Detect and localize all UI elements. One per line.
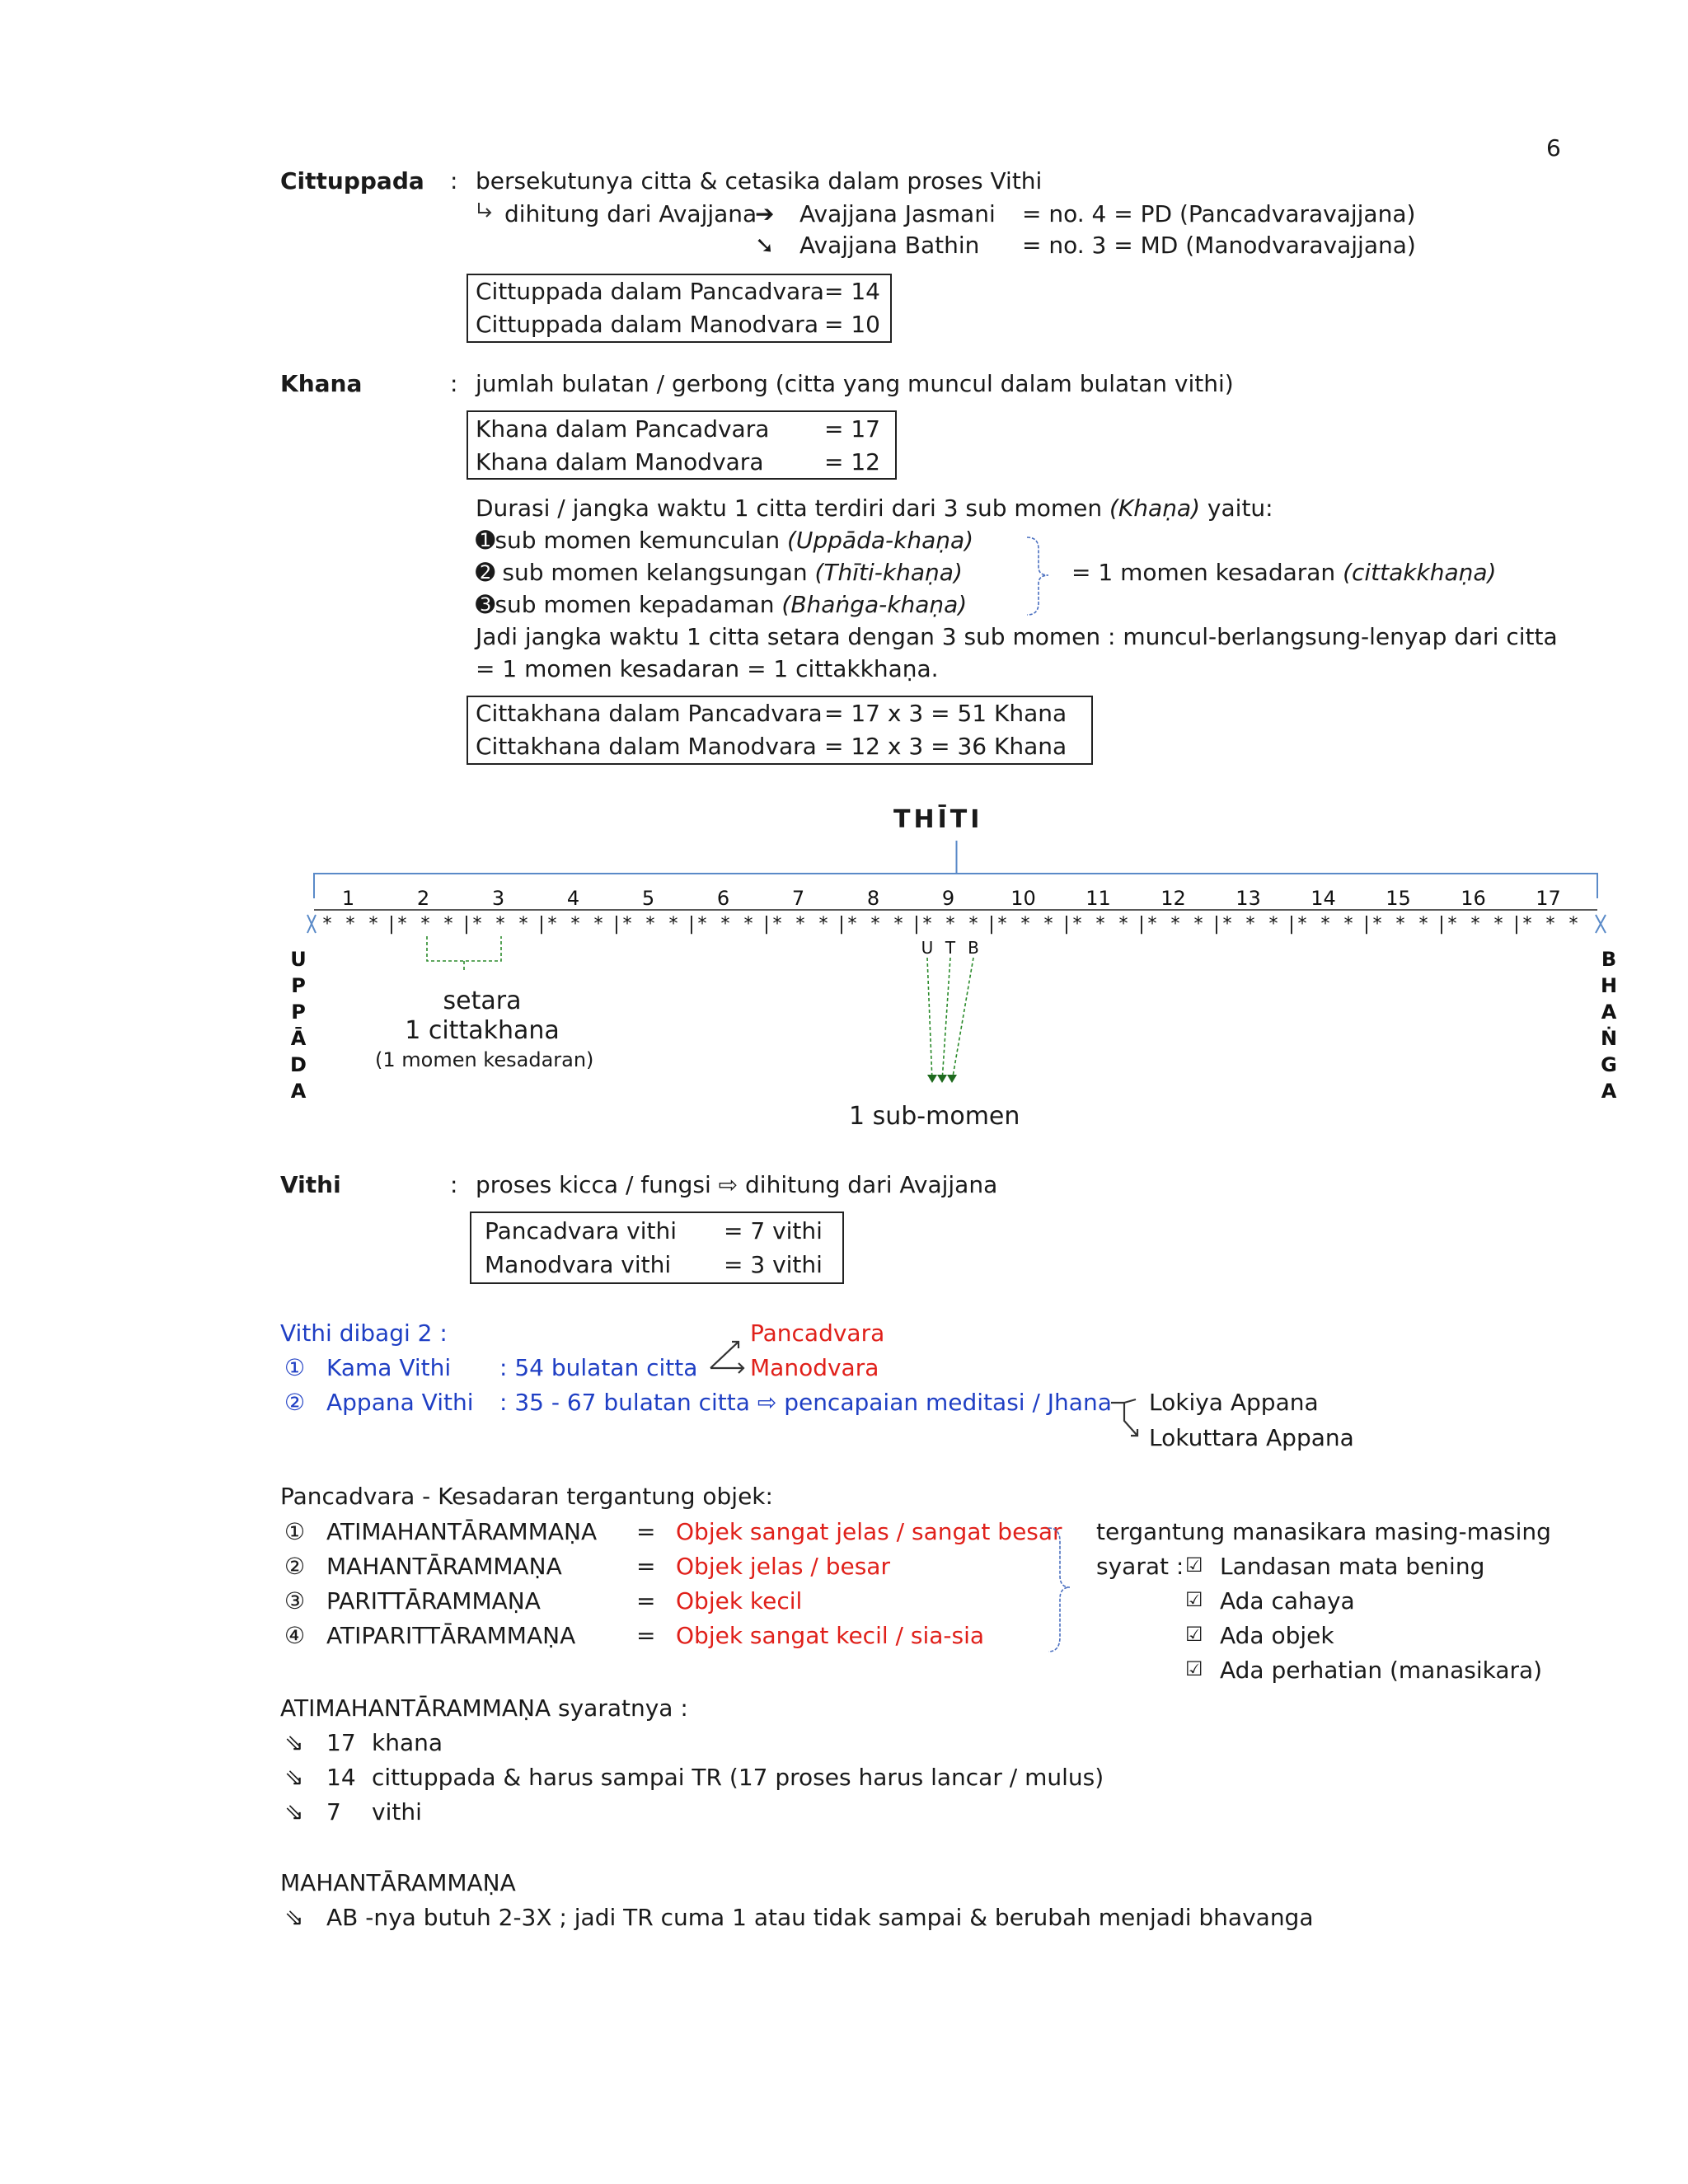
number-2-icon: ② (284, 1389, 306, 1416)
sub-moment-star: * (593, 914, 603, 935)
appana-vithi-label: Appana Vithi (326, 1389, 474, 1416)
sub-momen-label: 1 sub-momen (849, 1102, 1020, 1131)
manodvara-branch: Manodvara (750, 1354, 879, 1381)
checkbox-checked-icon: ☑ (1185, 1588, 1203, 1611)
bullet-arrow-icon: ⇘ (284, 1729, 304, 1756)
utb-label: U (921, 938, 934, 958)
avajjana-bathin-value: = no. 3 = MD (Manodvaravajjana) (1022, 232, 1416, 259)
bhanga-letter: Ṅ (1600, 1027, 1618, 1050)
lokuttara-appana: Lokuttara Appana (1149, 1424, 1354, 1451)
requirement-number: 17 (326, 1729, 356, 1756)
sub-moment-star: * (1118, 914, 1128, 935)
box-label: Cittakhana dalam Pancadvara (476, 700, 823, 727)
lokiya-appana: Lokiya Appana (1149, 1389, 1319, 1416)
sub-moment-star: * (1297, 914, 1307, 935)
sub-moment-star: * (1072, 914, 1082, 935)
sub-moment-star: * (1447, 914, 1457, 935)
sub-moment-star: * (1470, 914, 1480, 935)
sub-moment-star: * (1193, 914, 1203, 935)
sub-moment-star: * (945, 914, 955, 935)
sub-moment-star: * (1020, 914, 1030, 935)
uppada-letter: Ā (290, 1027, 307, 1050)
sub-moment-star: * (1343, 914, 1353, 935)
start-cross (307, 915, 316, 933)
requirement-number: 14 (326, 1764, 356, 1791)
kama-vithi-value: : 54 bulatan citta (499, 1354, 698, 1381)
sub-moment-star: * (1147, 914, 1157, 935)
khana-number: 4 (566, 887, 580, 910)
arammana-name: PARITTĀRAMMAṆA (326, 1587, 541, 1615)
sub-moment-star: * (1545, 914, 1555, 935)
cittuppada-term: Cittuppada (280, 167, 424, 194)
khana-number: 1 (341, 887, 355, 910)
box-label: Khana dalam Pancadvara (476, 415, 770, 443)
bhanga-letter: H (1600, 974, 1618, 997)
arammana-value: Objek sangat jelas / sangat besar (676, 1518, 1062, 1545)
khana-number: 10 (1010, 887, 1036, 910)
box-value: = 17 x 3 = 51 Khana (824, 700, 1067, 727)
khana-divider: | (988, 914, 995, 935)
sub-moment-star: * (1493, 914, 1503, 935)
box-value: = 7 vithi (724, 1217, 823, 1244)
sub-moment-2: ➋ sub momen kelangsungan (Thīti-khaṇa) (476, 559, 963, 586)
box-label: Cittakhana dalam Manodvara (476, 733, 817, 760)
checkbox-checked-icon: ☑ (1185, 1623, 1203, 1646)
pancadvara-branch: Pancadvara (750, 1319, 885, 1347)
sub-moment-star: * (697, 914, 707, 935)
number-1-icon: ① (284, 1354, 306, 1381)
khana-number: 11 (1085, 887, 1111, 910)
mahanta-title: MAHANTĀRAMMAṆA (280, 1869, 516, 1896)
kama-vithi-label: Kama Vithi (326, 1354, 452, 1381)
arrow-head-icon (937, 1075, 947, 1083)
jadi-line-1: Jadi jangka waktu 1 citta setara dengan 3 sub momen : muncul-berlangsung-lenyap dari citta (476, 623, 1558, 650)
right-arrow-icon: ➔ (755, 200, 775, 227)
khana-number: 5 (641, 887, 655, 910)
box-value: = 14 (824, 278, 880, 305)
sub-moment-star: * (1522, 914, 1532, 935)
utb-dotted-line (927, 958, 932, 1081)
circled-number-icon: ② (284, 1553, 306, 1580)
khana-number: 14 (1311, 887, 1336, 910)
sub-moment-star: * (495, 914, 505, 935)
sub-moment-star: * (368, 914, 378, 935)
sub-moment-star: * (847, 914, 857, 935)
bhanga-letter: B (1601, 948, 1617, 971)
pancadvara-title: Pancadvara - Kesadaran tergantung objek: (280, 1483, 773, 1510)
sub-moment-star: * (997, 914, 1007, 935)
box-label: Manodvara vithi (485, 1251, 672, 1278)
khana-divider: | (688, 914, 695, 935)
arammana-name: ATIMAHANTĀRAMMAṆA (326, 1518, 598, 1545)
khana-divider: | (538, 914, 545, 935)
atimahanta-title: ATIMAHANTĀRAMMAṆA syaratnya : (280, 1694, 688, 1722)
sub-moment-star: * (1222, 914, 1232, 935)
arammana-value: Objek kecil (676, 1587, 803, 1615)
brace-icon (1022, 534, 1055, 618)
sub-moment-star: * (645, 914, 655, 935)
khana-divider: | (1513, 914, 1520, 935)
khana-number: 6 (716, 887, 730, 910)
sub-moment-star: * (743, 914, 753, 935)
khana-divider: | (763, 914, 770, 935)
condition-item: Ada objek (1220, 1622, 1334, 1649)
vithi-definition: proses kicca / fungsi ⇨ dihitung dari Avajjana (476, 1171, 998, 1198)
sub-moment-star: * (1170, 914, 1180, 935)
circled-number-icon: ③ (284, 1587, 306, 1615)
khana-number: 12 (1160, 887, 1186, 910)
condition-item: Ada cahaya (1220, 1587, 1355, 1615)
box-value: = 17 (824, 415, 880, 443)
arammana-name: MAHANTĀRAMMAṆA (326, 1553, 562, 1580)
sub-moment-star: * (1418, 914, 1428, 935)
uppada-letter: D (290, 1053, 307, 1076)
utb-label: B (968, 938, 979, 958)
bhanga-letter: A (1601, 1080, 1617, 1103)
end-cross (1596, 915, 1606, 933)
box-label: Cittuppada dalam Manodvara (476, 311, 818, 338)
tergantung-text: tergantung manasikara masing-masing (1096, 1518, 1551, 1545)
avajjana-bathin: Avajjana Bathin (799, 232, 980, 259)
khana-divider: | (1213, 914, 1220, 935)
khana-divider: | (913, 914, 920, 935)
cittuppada-definition: bersekutunya citta & cetasika dalam proses Vithi (476, 167, 1043, 194)
khana-divider: | (463, 914, 470, 935)
box-value: = 3 vithi (724, 1251, 823, 1278)
sub-moment-star: * (1043, 914, 1053, 935)
condition-item: Landasan mata bening (1220, 1553, 1485, 1580)
durasi-line: Durasi / jangka waktu 1 citta terdiri dari 3 sub momen (Khaṇa) yaitu: (476, 494, 1273, 522)
condition-item: Ada perhatian (manasikara) (1220, 1657, 1543, 1684)
arrow-head-icon (947, 1075, 957, 1083)
brace-icon (1045, 1525, 1078, 1657)
sub-moment-star: * (1245, 914, 1255, 935)
sub-moment-star: * (345, 914, 355, 935)
box-label: Pancadvara vithi (485, 1217, 678, 1244)
branch-arrows-icon (707, 1333, 750, 1375)
khana-divider: | (1288, 914, 1295, 935)
arammana-value: Objek jelas / besar (676, 1553, 890, 1580)
khana-divider: | (1063, 914, 1070, 935)
uppada-letter: U (290, 948, 307, 971)
uppada-letter: P (291, 1001, 306, 1024)
khana-definition: jumlah bulatan / gerbong (citta yang muncul dalam bulatan vithi) (476, 370, 1234, 397)
requirement-number: 7 (326, 1798, 341, 1825)
requirement-text: vithi (372, 1798, 422, 1825)
syarat-label: syarat : (1096, 1553, 1184, 1580)
circled-number-icon: ④ (284, 1622, 306, 1649)
sub-moment-star: * (518, 914, 528, 935)
sub-moment-3: ➌sub momen kepadaman (Bhaṅga-khaṇa) (476, 591, 968, 618)
sub-moment-star: * (870, 914, 880, 935)
sub-moment-star: * (570, 914, 580, 935)
sub-moment-star: * (1568, 914, 1578, 935)
sub-moment-star: * (547, 914, 557, 935)
requirement-text: khana (372, 1729, 443, 1756)
sub-moment-star: * (397, 914, 407, 935)
jadi-line-2: = 1 momen kesadaran = 1 cittakkhaṇa. (476, 655, 939, 682)
sub-moment-star: * (1320, 914, 1330, 935)
down-right-arrow-icon: ➘ (755, 232, 775, 259)
sub-moment-star: * (968, 914, 978, 935)
sub-moment-star: * (1395, 914, 1405, 935)
thiti-label: THĪTI (893, 805, 983, 834)
sub-moment-star: * (420, 914, 430, 935)
requirement-text: cittuppada & harus sampai TR (17 proses harus lancar / mulus) (372, 1764, 1104, 1791)
khana-colon: : (450, 370, 458, 397)
arammana-name: ATIPARITTĀRAMMAṆA (326, 1622, 576, 1649)
brace-label: = 1 momen kesadaran (cittakkhaṇa) (1071, 559, 1497, 586)
uppada-letter: P (291, 974, 306, 997)
equals-sign: = (636, 1587, 656, 1615)
khana-divider: | (838, 914, 845, 935)
khana-number: 9 (941, 887, 955, 910)
sub-moment-star: * (1372, 914, 1382, 935)
sub-moment-star: * (472, 914, 482, 935)
equals-sign: = (636, 1622, 656, 1649)
zigzag-arrow-icon (1106, 1396, 1144, 1442)
arammana-value: Objek sangat kecil / sia-sia (676, 1622, 985, 1649)
return-arrow-icon (476, 201, 497, 223)
khana-divider: | (1363, 914, 1370, 935)
setara-bracket (427, 936, 501, 972)
sub-moment-star: * (1268, 914, 1278, 935)
box-label: Khana dalam Manodvara (476, 448, 764, 476)
vithi-dibagi-title: Vithi dibagi 2 : (280, 1319, 448, 1347)
appana-vithi-value: : 35 - 67 bulatan citta ⇨ pencapaian meditasi / Jhana (499, 1389, 1112, 1416)
vithi-colon: : (450, 1171, 458, 1198)
utb-dotted-line (952, 958, 973, 1081)
sub-moment-star: * (772, 914, 782, 935)
khana-divider: | (1138, 914, 1145, 935)
equals-sign: = (636, 1518, 656, 1545)
bullet-arrow-icon: ⇘ (284, 1904, 304, 1931)
cittuppada-colon: : (450, 167, 458, 194)
setara-cittakhana: 1 cittakhana (405, 1016, 560, 1045)
bullet-arrow-icon: ⇘ (284, 1764, 304, 1791)
utb-dotted-line (942, 958, 950, 1081)
sub-moment-star: * (893, 914, 903, 935)
khana-number: 13 (1236, 887, 1261, 910)
sub-moment-star: * (668, 914, 678, 935)
sub-moment-star: * (322, 914, 332, 935)
khana-term: Khana (280, 370, 363, 397)
khana-number: 3 (491, 887, 505, 910)
bullet-arrow-icon: ⇘ (284, 1798, 304, 1825)
circled-number-icon: ① (284, 1518, 306, 1545)
khana-divider: | (613, 914, 620, 935)
box-label: Cittuppada dalam Pancadvara (476, 278, 824, 305)
box-value: = 12 (824, 448, 880, 476)
sub-moment-star: * (1095, 914, 1105, 935)
khana-number: 7 (791, 887, 805, 910)
vithi-term: Vithi (280, 1171, 341, 1198)
avajjana-jasmani: Avajjana Jasmani (799, 200, 996, 227)
setara-label: setara (443, 987, 522, 1015)
khana-number: 15 (1386, 887, 1411, 910)
page-number: 6 (1546, 134, 1561, 162)
utb-label: T (945, 938, 956, 958)
setara-note: (1 momen kesadaran) (375, 1048, 594, 1071)
bhanga-letter: G (1601, 1053, 1617, 1076)
sub-moment-1: ➊sub momen kemunculan (Uppāda-khaṇa) (476, 527, 974, 554)
checkbox-checked-icon: ☑ (1185, 1554, 1203, 1577)
uppada-letter: A (290, 1080, 307, 1103)
khana-number: 2 (416, 887, 430, 910)
sub-moment-star: * (818, 914, 828, 935)
checkbox-checked-icon: ☑ (1185, 1657, 1203, 1680)
sub-moment-star: * (622, 914, 632, 935)
arrow-head-icon (927, 1075, 937, 1083)
sub-moment-star: * (443, 914, 453, 935)
counted-from: dihitung dari Avajjana (504, 200, 757, 227)
khana-number: 8 (866, 887, 880, 910)
mahanta-text: AB -nya butuh 2-3X ; jadi TR cuma 1 atau tidak sampai & berubah menjadi bhavanga (326, 1904, 1314, 1931)
box-value: = 10 (824, 311, 880, 338)
khana-divider: | (1438, 914, 1445, 935)
equals-sign: = (636, 1553, 656, 1580)
box-value: = 12 x 3 = 36 Khana (824, 733, 1067, 760)
bhanga-letter: A (1601, 1001, 1617, 1024)
avajjana-jasmani-value: = no. 4 = PD (Pancadvaravajjana) (1022, 200, 1416, 227)
khana-number: 16 (1461, 887, 1486, 910)
sub-moment-star: * (922, 914, 932, 935)
sub-moment-star: * (795, 914, 805, 935)
khana-number: 17 (1536, 887, 1561, 910)
sub-moment-star: * (720, 914, 730, 935)
khana-divider: | (388, 914, 395, 935)
